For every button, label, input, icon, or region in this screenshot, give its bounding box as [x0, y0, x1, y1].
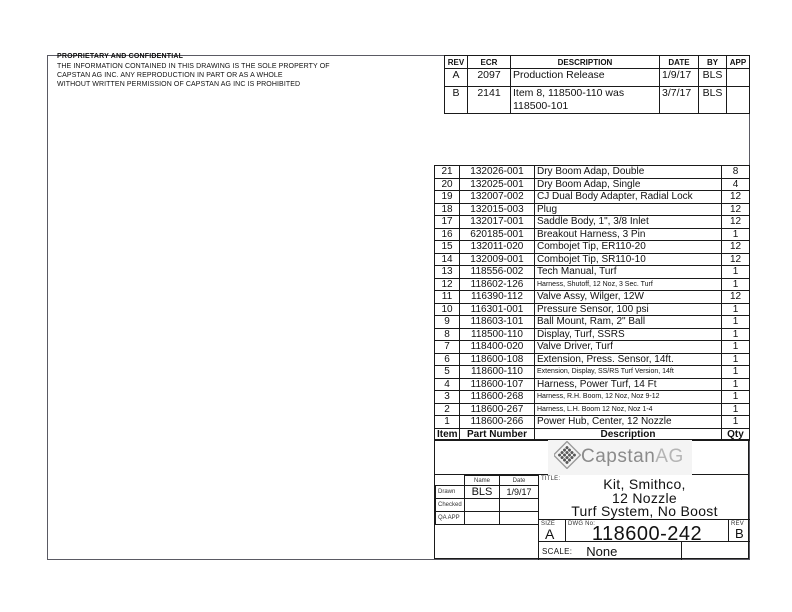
bom-description-cell: Valve Assy, Wilger, 12W [535, 291, 722, 304]
bom-qty-cell: 1 [722, 328, 750, 341]
bom-part-number-cell: 118600-266 [460, 416, 535, 429]
revision-description-cell: Production Release [511, 69, 660, 87]
app-col-header: APP [727, 56, 750, 69]
revision-row [445, 69, 750, 87]
bom-row [435, 403, 750, 416]
bom-qty-cell: 1 [722, 403, 750, 416]
bom-row [435, 266, 750, 279]
rev-field-label: REV [731, 521, 744, 527]
checked-date [500, 499, 539, 512]
bom-part-number-header: Part Number [460, 428, 535, 441]
drawing-title-line: Kit, Smithco, [603, 476, 686, 492]
bom-description-cell: Extension, Press. Sensor, 14ft. [535, 353, 722, 366]
revision-date-cell: 3/7/17 [660, 87, 699, 114]
drawn-name: BLS [465, 486, 500, 499]
bom-qty-cell: 1 [722, 391, 750, 404]
title-cell [538, 475, 750, 520]
proprietary-note [57, 53, 357, 89]
bom-part-number-cell: 132015-003 [460, 203, 535, 216]
bom-part-number-cell: 132011-020 [460, 241, 535, 254]
bom-qty-cell: 1 [722, 278, 750, 291]
bom-part-number-cell: 132026-001 [460, 166, 535, 179]
bom-description-cell: Harness, Power Turf, 14 Ft [535, 378, 722, 391]
approval-empty-header [436, 476, 465, 486]
bom-item-cell: 2 [435, 403, 460, 416]
qa-app-date [500, 512, 539, 525]
bom-item-cell: 1 [435, 416, 460, 429]
revision-rev-cell: A [445, 69, 468, 87]
bom-row [435, 278, 750, 291]
ecr-col-header: ECR [468, 56, 511, 69]
revision-description-cell: Item 8, 118500-110 was 118500-101 [511, 87, 660, 114]
bom-qty-header: Qty [722, 428, 750, 441]
proprietary-line: WITHOUT WRITTEN PERMISSION OF CAPSTAN AG INC IS PROHIBITED [57, 81, 301, 88]
bom-row [435, 378, 750, 391]
title-field-label: TITLE: [541, 476, 561, 482]
checked-label: Checked [436, 499, 465, 512]
bom-qty-cell: 8 [722, 166, 750, 179]
bom-part-number-cell: 116390-112 [460, 291, 535, 304]
svg-text:CapstanAG [581, 446, 684, 467]
bom-description-cell: Power Hub, Center, 12 Nozzle [535, 416, 722, 429]
bom-item-cell: 4 [435, 378, 460, 391]
bom-description-cell: Tech Manual, Turf [535, 266, 722, 279]
bom-row [435, 203, 750, 216]
bom-row [435, 241, 750, 254]
bom-description-cell: Harness, Shutoff, 12 Noz, 3 Sec. Turf [535, 278, 722, 291]
bom-qty-cell: 1 [722, 266, 750, 279]
qa-app-label: QA APP [436, 512, 465, 525]
bom-part-number-cell: 118602-126 [460, 278, 535, 291]
bom-part-number-cell: 132009-001 [460, 253, 535, 266]
bom-row [435, 166, 750, 179]
bom-description-header: Description [535, 428, 722, 441]
logo-text-suffix: AG [654, 445, 684, 467]
bom-part-number-cell: 118600-108 [460, 353, 535, 366]
qa-app-row [436, 512, 539, 525]
bom-table [434, 165, 750, 441]
bom-qty-cell: 1 [722, 353, 750, 366]
bom-description-cell: Combojet Tip, SR110-10 [535, 253, 722, 266]
description-col-header: DESCRIPTION [511, 56, 660, 69]
proprietary-heading: PROPRIETARY AND CONFIDENTIAL [57, 53, 184, 60]
bom-description-cell: Plug [535, 203, 722, 216]
drawn-label: Drawn [436, 486, 465, 499]
bom-part-number-cell: 118500-110 [460, 328, 535, 341]
bom-row [435, 316, 750, 329]
bom-qty-cell: 12 [722, 191, 750, 204]
revision-ecr-cell: 2141 [468, 87, 511, 114]
bom-item-cell: 5 [435, 366, 460, 379]
revision-by-cell: BLS [699, 69, 727, 87]
bom-item-cell: 13 [435, 266, 460, 279]
drawing-title-line: 12 Nozzle [612, 489, 677, 506]
bom-part-number-cell: 118600-110 [460, 366, 535, 379]
bom-description-cell: Harness, L.H. Boom 12 Noz, Noz 1-4 [535, 403, 722, 416]
bom-item-cell: 21 [435, 166, 460, 179]
logo-text-main: Capstan [580, 445, 655, 467]
rev-cell [729, 520, 750, 541]
bom-description-cell: Harness, R.H. Boom, 12 Noz, Noz 9-12 [535, 391, 722, 404]
rev-value: B [735, 526, 744, 541]
bom-description-cell: Breakout Harness, 3 Pin [535, 228, 722, 241]
bom-item-cell: 12 [435, 278, 460, 291]
revision-row [445, 87, 750, 114]
bom-part-number-cell: 118600-107 [460, 378, 535, 391]
bom-item-cell: 19 [435, 191, 460, 204]
approval-table [435, 475, 539, 525]
scale-row [538, 542, 750, 560]
scale-cell [539, 542, 682, 560]
bom-item-cell: 14 [435, 253, 460, 266]
bom-qty-cell: 1 [722, 416, 750, 429]
bom-part-number-cell: 118600-268 [460, 391, 535, 404]
title-block [434, 439, 749, 559]
bom-description-cell: Dry Boom Adap, Double [535, 166, 722, 179]
scale-value: None [586, 543, 618, 559]
bom-item-cell: 15 [435, 241, 460, 254]
capstan-ag-logo [548, 440, 692, 475]
name-col-header: Name [465, 476, 500, 486]
bom-part-number-cell: 620185-001 [460, 228, 535, 241]
bom-row [435, 366, 750, 379]
bom-row [435, 291, 750, 304]
bom-qty-cell: 12 [722, 291, 750, 304]
bom-part-number-cell: 132007-002 [460, 191, 535, 204]
checked-row [436, 499, 539, 512]
bom-row [435, 416, 750, 429]
revision-by-cell: BLS [699, 87, 727, 114]
bom-item-cell: 10 [435, 303, 460, 316]
size-dwg-rev-row [538, 520, 750, 545]
revision-app-cell [727, 87, 750, 114]
bom-row [435, 191, 750, 204]
size-cell [539, 520, 565, 541]
bom-item-cell: 17 [435, 216, 460, 229]
rev-col-header: REV [445, 56, 468, 69]
bom-description-cell: Dry Boom Adap, Single [535, 178, 722, 191]
date-col-header: DATE [660, 56, 699, 69]
bom-description-cell: Valve Driver, Turf [535, 341, 722, 354]
dwg-no-cell [565, 520, 729, 545]
revision-ecr-cell: 2097 [468, 69, 511, 87]
bom-qty-cell: 1 [722, 316, 750, 329]
bom-item-cell: 18 [435, 203, 460, 216]
bom-part-number-cell: 118603-101 [460, 316, 535, 329]
bom-part-number-cell: 118556-002 [460, 266, 535, 279]
bom-item-header: Item [435, 428, 460, 441]
bom-item-cell: 9 [435, 316, 460, 329]
bom-item-cell: 7 [435, 341, 460, 354]
bom-row [435, 228, 750, 241]
bom-item-cell: 11 [435, 291, 460, 304]
bom-qty-cell: 12 [722, 216, 750, 229]
bom-row [435, 353, 750, 366]
revision-table [444, 55, 750, 114]
bom-qty-cell: 1 [722, 366, 750, 379]
bom-description-cell: Saddle Body, 1", 3/8 Inlet [535, 216, 722, 229]
bom-row [435, 328, 750, 341]
dwg-no-field-label: DWG No: [568, 521, 596, 527]
bom-description-cell: Combojet Tip, ER110-20 [535, 241, 722, 254]
bom-row [435, 341, 750, 354]
bom-item-cell: 16 [435, 228, 460, 241]
bom-part-number-cell: 118400-020 [460, 341, 535, 354]
size-value: A [545, 526, 555, 542]
bom-row [435, 178, 750, 191]
drawing-title-line: Turf System, No Boost [571, 503, 718, 519]
bom-row [435, 391, 750, 404]
bom-row [435, 303, 750, 316]
bom-qty-cell: 12 [722, 253, 750, 266]
drawn-row [436, 486, 539, 499]
approval-block [435, 475, 538, 525]
qa-app-name [465, 512, 500, 525]
bom-qty-cell: 1 [722, 303, 750, 316]
bom-qty-cell: 12 [722, 203, 750, 216]
bom-item-cell: 6 [435, 353, 460, 366]
bom-qty-cell: 1 [722, 228, 750, 241]
bom-qty-cell: 1 [722, 341, 750, 354]
bom-part-number-cell: 132025-001 [460, 178, 535, 191]
bom-part-number-cell: 118600-267 [460, 403, 535, 416]
bom-part-number-cell: 116301-001 [460, 303, 535, 316]
by-col-header: BY [699, 56, 727, 69]
capstan-ag-logo-icon [554, 441, 686, 469]
bom-description-cell: Extension, Display, SS/RS Turf Version, 14ft [535, 366, 722, 379]
checked-name [465, 499, 500, 512]
bom-description-cell: Ball Mount, Ram, 2" Ball [535, 316, 722, 329]
bom-item-cell: 20 [435, 178, 460, 191]
bom-description-cell: CJ Dual Body Adapter, Radial Lock [535, 191, 722, 204]
drawing-title [539, 478, 750, 519]
bom-row [435, 216, 750, 229]
bom-item-cell: 8 [435, 328, 460, 341]
bom-item-cell: 3 [435, 391, 460, 404]
date-col-header-approval: Date [500, 476, 539, 486]
bom-qty-cell: 4 [722, 178, 750, 191]
dwg-no-value: 118600-242 [591, 523, 703, 545]
bom-description-cell: Pressure Sensor, 100 psi [535, 303, 722, 316]
scale-field-label: SCALE: [542, 546, 573, 556]
revision-date-cell: 1/9/17 [660, 69, 699, 87]
size-field-label: SIZE [541, 521, 556, 527]
proprietary-line: CAPSTAN AG INC. ANY REPRODUCTION IN PART OR AS A WHOLE [57, 72, 283, 79]
revision-rev-cell: B [445, 87, 468, 114]
bom-qty-cell: 1 [722, 378, 750, 391]
proprietary-line: THE INFORMATION CONTAINED IN THIS DRAWING IS THE SOLE PROPERTY OF [57, 63, 330, 70]
bom-part-number-cell: 132017-001 [460, 216, 535, 229]
bom-qty-cell: 12 [722, 241, 750, 254]
drawn-date: 1/9/17 [500, 486, 539, 499]
revision-header-row [445, 56, 750, 69]
bom-description-cell: Display, Turf, SSRS [535, 328, 722, 341]
logo-row [435, 440, 748, 475]
revision-app-cell [727, 69, 750, 87]
bom-row [435, 253, 750, 266]
approval-header-row [436, 476, 539, 486]
